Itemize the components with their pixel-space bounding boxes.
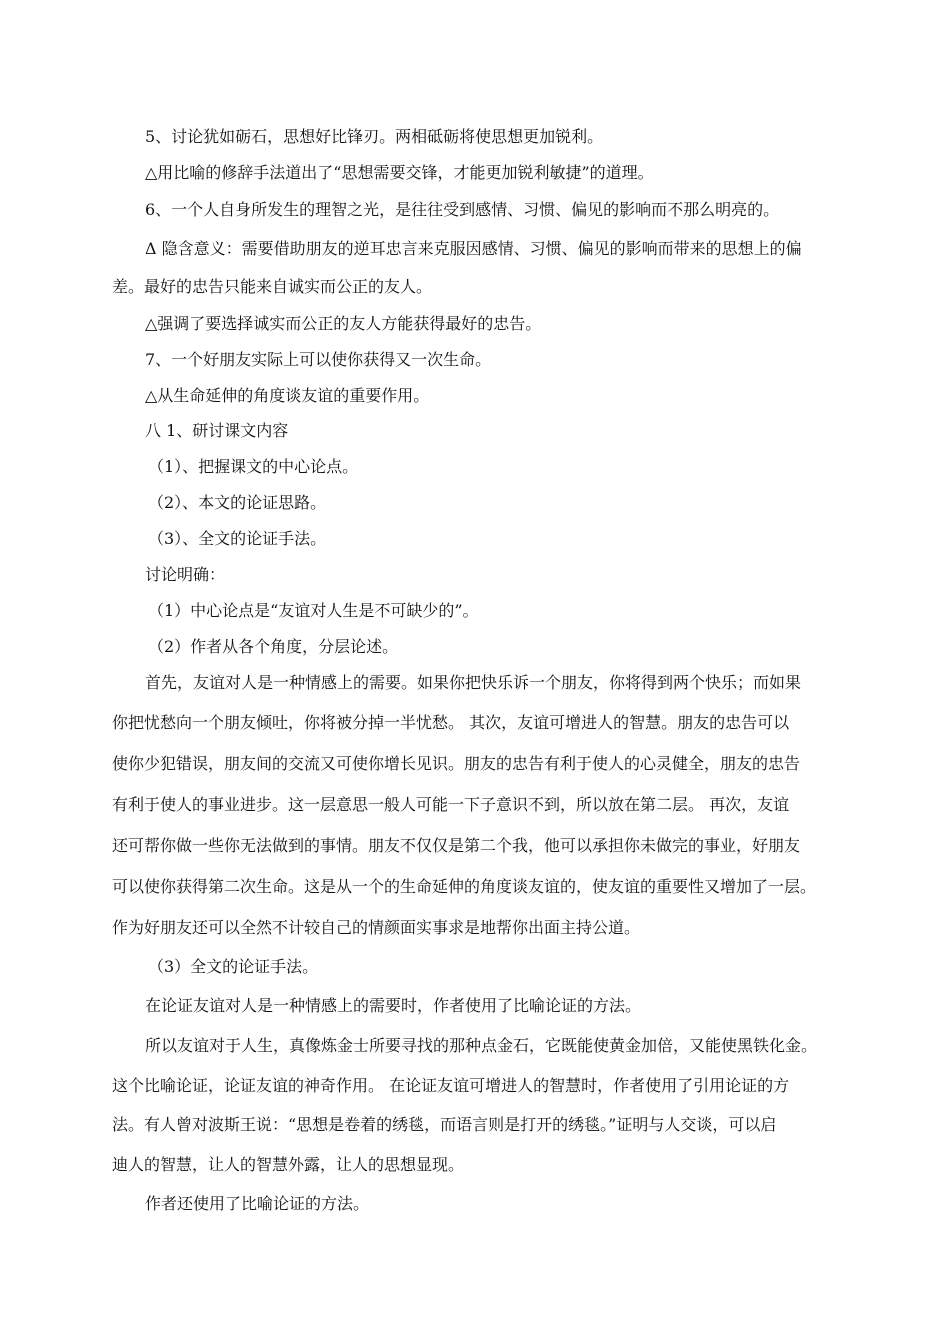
paragraph4-line-1: 作者还使用了比喻论证的方法。 [145, 1194, 370, 1213]
text-line-8: △从生命延伸的角度谈友谊的重要作用。 [145, 386, 430, 405]
paragraph-line-1: 首先，友谊对人是一种情感上的需要。如果你把快乐诉一个朋友，你将得到两个快乐；而如果 [145, 673, 802, 692]
paragraph-line-7: 作为好朋友还可以全然不计较自己的情颜面实事求是地帮你出面主持公道。 [112, 918, 641, 937]
discussion-label: 讨论明确： [145, 565, 226, 584]
paragraph3-line-1: 所以友谊对于人生，真像炼金士所要寻找的那种点金石，它既能使黄金加倍，又能使黑铁化金。 [145, 1036, 818, 1055]
answer-1: （1）中心论点是“友谊对人生是不可缺少的”。 [148, 601, 479, 620]
text-line-4: Δ 隐含意义：需要借助朋友的逆耳忠言来克服因感情、习惯、偏见的影响而带来的思想上的偏 [145, 239, 802, 258]
question-3: （3）、全文的论证手法。 [148, 529, 327, 548]
answer-2: （2）作者从各个角度，分层论述。 [148, 637, 399, 656]
text-line-3: 6、一个人自身所发生的理智之光，是往往受到感情、习惯、偏见的影响而不那么明亮的。 [145, 200, 780, 219]
paragraph-line-6: 可以使你获得第二次生命。这是从一个的生命延伸的角度谈友谊的，使友谊的重要性又增加了一层。 [112, 877, 817, 896]
paragraph-line-2: 你把忧愁向一个朋友倾吐，你将被分掉一半忧愁。 其次，友谊可增进人的智慧。朋友的忠告可以 [112, 713, 790, 732]
paragraph-line-5: 还可帮你做一些你无法做到的事情。朋友不仅仅是第二个我，他可以承担你未做完的事业，好朋友 [112, 836, 801, 855]
paragraph3-line-3: 法。有人曾对波斯王说：“思想是卷着的绣毯，而语言则是打开的绣毯。”证明与人交谈，可以启 [112, 1115, 777, 1134]
paragraph3-line-4: 迪人的智慧，让人的智慧外露，让人的思想显现。 [112, 1155, 465, 1174]
paragraph3-line-2: 这个比喻论证，论证友谊的神奇作用。 在论证友谊可增进人的智慧时，作者使用了引用论证的方 [112, 1076, 790, 1095]
paragraph-line-3: 使你少犯错误，朋友间的交流又可使你增长见识。朋友的忠告有利于使人的心灵健全，朋友的忠告 [112, 754, 801, 773]
question-2: （2）、本文的论证思路。 [148, 493, 327, 512]
question-1: （1）、把握课文的中心论点。 [148, 457, 359, 476]
text-line-2: △用比喻的修辞手法道出了“思想需要交锋，才能更加锐利敏捷”的道理。 [145, 163, 654, 182]
text-line-5: 差。最好的忠告只能来自诚实而公正的友人。 [112, 277, 433, 296]
section-heading: 八 1、研讨课文内容 [145, 421, 289, 440]
paragraph2-line-1: 在论证友谊对人是一种情感上的需要时，作者使用了比喻论证的方法。 [145, 996, 642, 1015]
answer-3: （3）全文的论证手法。 [148, 957, 319, 976]
paragraph-line-4: 有利于使人的事业进步。这一层意思一般人可能一下子意识不到，所以放在第二层。 再次，友谊 [112, 795, 790, 814]
text-line-6: △强调了要选择诚实而公正的友人方能获得最好的忠告。 [145, 314, 542, 333]
text-line-1: 5、讨论犹如砺石，思想好比锋刃。两相砥砺将使思想更加锐利。 [145, 127, 604, 146]
text-line-7: 7、一个好朋友实际上可以使你获得又一次生命。 [145, 350, 492, 369]
